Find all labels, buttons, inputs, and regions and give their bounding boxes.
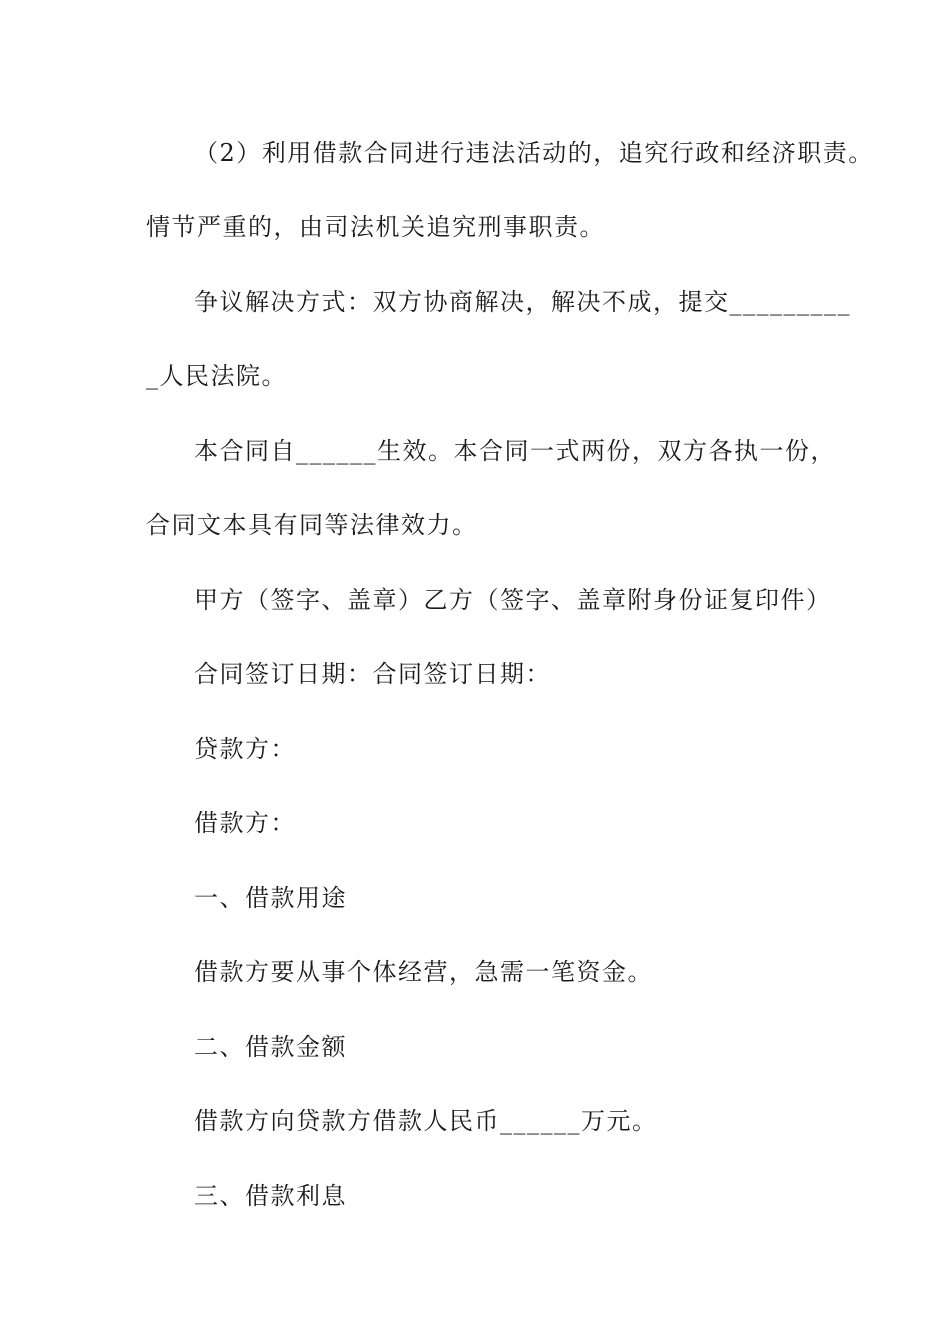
- lender-line: 贷款方：: [194, 735, 296, 763]
- loan-purpose-text: 借款方要从事个体经营，急需一笔资金。: [194, 958, 653, 986]
- dispute-resolution-line-2: _人民法院。: [146, 362, 287, 390]
- section-heading-loan-amount: 二、借款金额: [194, 1033, 347, 1061]
- section-heading-loan-purpose: 一、借款用途: [194, 884, 347, 912]
- loan-amount-text: 借款方向贷款方借款人民币______万元。: [194, 1107, 658, 1135]
- effective-clause-line-1: 本合同自______生效。本合同一式两份，双方各执一份，: [194, 437, 836, 465]
- borrower-line: 借款方：: [194, 809, 296, 837]
- clause-illegal-use-line-2: 情节严重的，由司法机关追究刑事职责。: [146, 213, 605, 241]
- dispute-resolution-line-1: 争议解决方式：双方协商解决，解决不成，提交_________: [194, 288, 851, 316]
- signature-parties-line: 甲方（签字、盖章）乙方（签字、盖章附身份证复印件）: [194, 586, 832, 614]
- clause-illegal-use-line-1: （2）利用借款合同进行违法活动的，追究行政和经济职责。: [194, 139, 874, 167]
- section-heading-loan-interest: 三、借款利息: [194, 1182, 347, 1210]
- signing-date-line: 合同签订日期：合同签订日期：: [194, 660, 551, 688]
- effective-clause-line-2: 合同文本具有同等法律效力。: [146, 511, 478, 539]
